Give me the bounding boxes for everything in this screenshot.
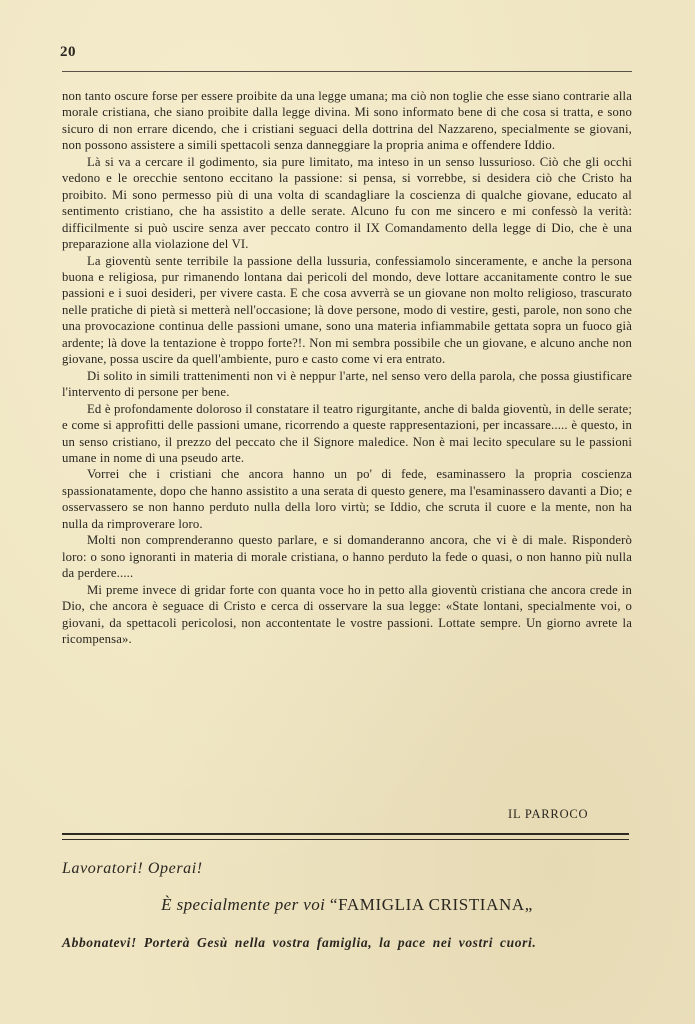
header-rule xyxy=(62,71,632,72)
paragraph-2: Là si va a cercare il godimento, sia pure limitato, ma inteso in un senso lussurioso. Ciò che gli occhi vedono e le orecchie sentono eccitano la passione: si pensa, si vorrebbe, si desidera ciò che Cristo ha proibito. Mi sono permesso più di una volta di scandagliare la coscienza di qualche giovane, educato al sentimento cristiano, che ha assistito a delle serate. Alcuno fu con me sincero e mi confessò la verità: difficilmente si può uscire senza aver peccato contro il IX Comandamento della legge di Dio, che è una preparazione alla violazione del VI. xyxy=(62,154,632,252)
paragraph-3: La gioventù sente terribile la passione della lussuria, confessiamolo sinceramente, e anche la persona buona e religiosa, pur rimanendo lontana dai pericoli del mondo, deve lottare accanitamente contro le sue passioni e i suoi desideri, per vivere casta. E che cosa avverrà se un giovane non molto religioso, trascurato nelle pratiche di pietà si metterà nell'occasione; là dove persone, modo di vestire, gesti, parole, non sono che una provocazione continua delle passioni umane, sono una materia infiammabile gettata sopra un fuoco già ardente; là dove la tentazione è troppo forte?!. Non mi sembra possibile che un giovane, e alcuno anche non giovane, possa uscire da quell'ambiente, puro e casto come vi era entrato. xyxy=(62,253,632,367)
ad-slogan-prefix: È specialmente per voi xyxy=(161,895,326,914)
page-number: 20 xyxy=(60,44,76,60)
paragraph-8: Mi preme invece di gridar forte con quanta voce ho in petto alla gioventù cristiana che ancora crede in Dio, che ancora è seguace di Cristo e cerca di osservare la sua legge: «State lontani, specialmente voi, o giovani, da spettacoli pericolosi, non accontentate le vostre passioni. Lottate sempre. Un giorno avrete la ricompensa». xyxy=(62,582,632,646)
article-body xyxy=(62,88,632,647)
paragraph-6: Vorrei che i cristiani che ancora hanno un po' di fede, esaminassero la propria coscienza spassionatamente, dopo che hanno assistito a una serata di questo genere, ma l'esaminassero davanti a Dio; e osservassero se non hanno perduto nulla della loro virtù; se Iddio, che scruta il cuore e la mente, non ha nulla da rimproverare loro. xyxy=(62,467,632,531)
paragraph-5: Ed è profondamente doloroso il constatare il teatro rigurgitante, anche di balda gioventù, in delle serate; e come si approfitti delle passioni umane, ricorrendo a queste rappresentazioni, per incassare..... è questo, in un senso cristiano, il prezzo del peccato che il Signore maledice. Non è mai lecito speculare su le passioni umane in nome di una pseudo arte. xyxy=(62,401,632,465)
paragraph-1: non tanto oscure forse per essere proibite da una legge umana; ma ciò non toglie che esse siano contrarie alla morale cristiana, che siano proibite dalla legge divina. Mi sono informato bene di che cosa si tratta, e sono sicuro di non errare dicendo, che i cristiani seguaci della dottrina del Nazzareno, specialmente se giovani, non possono assistere a simili spettacoli senza danneggiare la propria anima e offendere Iddio. xyxy=(62,89,632,153)
ad-headline: Lavoratori! Operai! xyxy=(62,860,203,877)
separator-rule-bottom xyxy=(62,839,629,840)
ad-slogan xyxy=(62,895,632,915)
paragraph-7: Molti non comprenderanno questo parlare, e si domanderanno ancora, che vi è di male. Risponderò loro: o sono ignoranti in materia di morale cristiana, o hanno perduto la fede o quasi, o non hanno più nulla da perdere..... xyxy=(62,533,632,581)
ad-call-to-action: Abbonatevi! Porterà Gesù nella vostra famiglia, la pace nei vostri cuori. xyxy=(62,935,537,950)
paragraph-4: Di solito in simili trattenimenti non vi è neppur l'arte, nel senso vero della parola, che possa giustificare l'intervento di persone per bene. xyxy=(62,368,632,400)
separator-rule-top xyxy=(62,833,629,835)
signature: IL PARROCO xyxy=(508,807,589,821)
magazine-name: “FAMIGLIA CRISTIANA„ xyxy=(329,895,533,914)
